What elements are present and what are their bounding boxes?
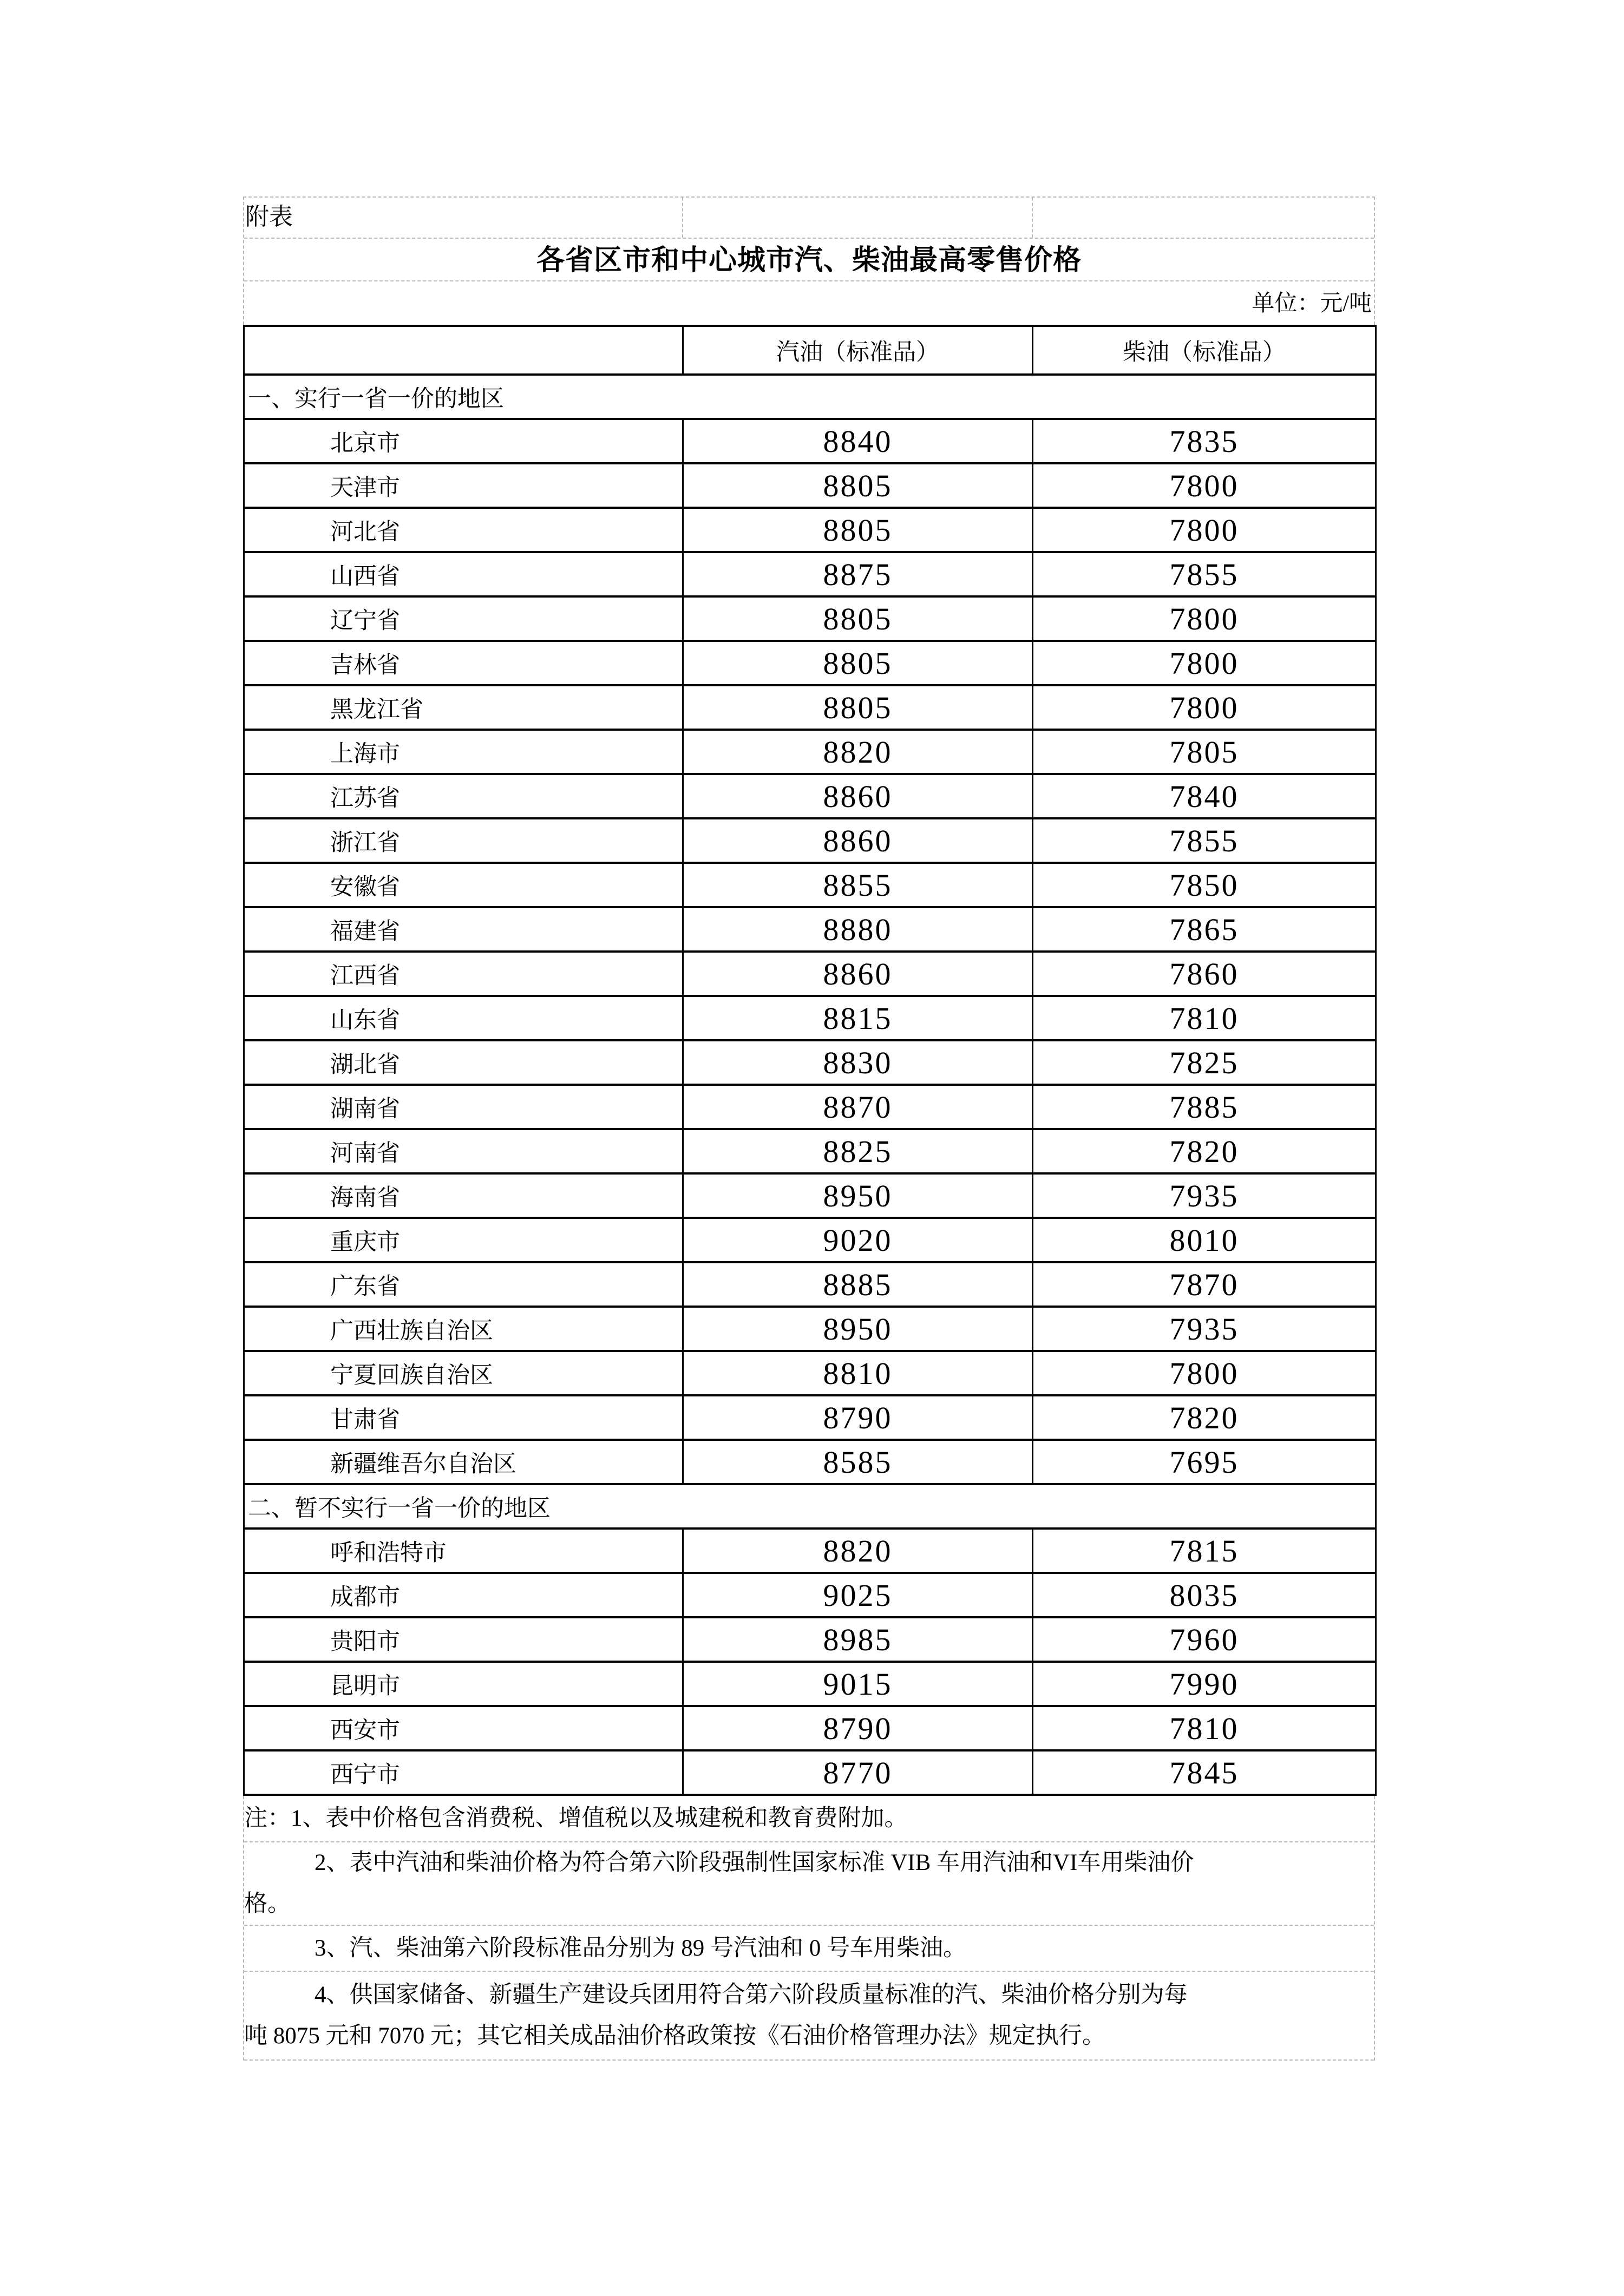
region-cell: 西宁市	[244, 1750, 683, 1795]
gasoline-price-cell: 8810	[683, 1351, 1033, 1395]
region-cell: 宁夏回族自治区	[244, 1351, 683, 1395]
gasoline-price-cell: 8805	[683, 463, 1033, 508]
gasoline-price-cell: 8790	[683, 1395, 1033, 1440]
region-cell: 浙江省	[244, 818, 683, 863]
table-row	[244, 1573, 1376, 1617]
table-row	[244, 818, 1376, 863]
diesel-price-cell: 7845	[1033, 1750, 1376, 1795]
gasoline-price-cell: 8840	[683, 419, 1033, 463]
table-row	[244, 641, 1376, 685]
gasoline-price-cell: 8855	[683, 863, 1033, 907]
gasoline-price-cell: 8820	[683, 730, 1033, 774]
table-row	[244, 863, 1376, 907]
table-row	[244, 1085, 1376, 1129]
gasoline-price-cell: 8790	[683, 1706, 1033, 1750]
table-row	[244, 1440, 1376, 1484]
gasoline-price-cell: 8880	[683, 907, 1033, 952]
region-cell: 广东省	[244, 1262, 683, 1307]
table-row	[244, 952, 1376, 996]
region-cell: 成都市	[244, 1573, 683, 1617]
region-cell: 湖北省	[244, 1040, 683, 1085]
diesel-price-cell: 7840	[1033, 774, 1376, 818]
note-row	[244, 1926, 1374, 1972]
gasoline-price-cell: 8805	[683, 508, 1033, 552]
gasoline-price-cell: 8875	[683, 552, 1033, 596]
diesel-price-cell: 7860	[1033, 952, 1376, 996]
note-line: 2、表中汽油和柴油价格为符合第六阶段强制性国家标准 VIB 车用汽油和VI车用柴油价	[315, 1850, 1194, 1875]
gasoline-price-cell: 8815	[683, 996, 1033, 1040]
table-row	[244, 996, 1376, 1040]
column-header-diesel: 柴油（标准品）	[1033, 326, 1376, 375]
region-cell: 山东省	[244, 996, 683, 1040]
table-row	[244, 419, 1376, 463]
note-row	[244, 1796, 1374, 1842]
region-cell: 海南省	[244, 1173, 683, 1218]
table-row	[244, 1262, 1376, 1307]
table-row	[244, 463, 1376, 508]
notes-section	[243, 1796, 1375, 2061]
price-table	[243, 325, 1377, 1796]
diesel-price-cell: 7835	[1033, 419, 1376, 463]
table-row	[244, 1706, 1376, 1750]
gasoline-price-cell: 8820	[683, 1529, 1033, 1573]
column-header-row	[244, 326, 1376, 375]
gasoline-price-cell: 8805	[683, 641, 1033, 685]
gasoline-price-cell: 8585	[683, 1440, 1033, 1484]
table-row	[244, 1351, 1376, 1395]
table-row	[244, 1218, 1376, 1262]
region-cell: 江苏省	[244, 774, 683, 818]
table-row	[244, 1307, 1376, 1351]
region-cell: 广西壮族自治区	[244, 1307, 683, 1351]
gasoline-price-cell: 8860	[683, 952, 1033, 996]
region-cell: 安徽省	[244, 863, 683, 907]
diesel-price-cell: 7820	[1033, 1395, 1376, 1440]
section-header-row	[244, 375, 1376, 419]
diesel-price-cell: 7960	[1033, 1617, 1376, 1662]
diesel-price-cell: 7800	[1033, 463, 1376, 508]
region-cell: 河南省	[244, 1129, 683, 1173]
diesel-price-cell: 7800	[1033, 596, 1376, 641]
region-cell: 上海市	[244, 730, 683, 774]
diesel-price-cell: 7695	[1033, 1440, 1376, 1484]
table-row	[244, 1617, 1376, 1662]
column-header-region	[244, 326, 683, 375]
region-cell: 天津市	[244, 463, 683, 508]
table-row	[244, 774, 1376, 818]
region-cell: 昆明市	[244, 1662, 683, 1706]
table-row	[244, 685, 1376, 730]
region-cell: 重庆市	[244, 1218, 683, 1262]
gasoline-price-cell: 8825	[683, 1129, 1033, 1173]
section-header: 二、暂不实行一省一价的地区	[244, 1484, 1376, 1529]
region-cell: 新疆维吾尔自治区	[244, 1440, 683, 1484]
gasoline-price-cell: 8805	[683, 685, 1033, 730]
region-cell: 西安市	[244, 1706, 683, 1750]
region-cell: 黑龙江省	[244, 685, 683, 730]
region-cell: 吉林省	[244, 641, 683, 685]
table-row	[244, 1662, 1376, 1706]
diesel-price-cell: 7935	[1033, 1307, 1376, 1351]
table-row	[244, 907, 1376, 952]
note-line: 吨 8075 元和 7070 元；其它相关成品油价格政策按《石油价格管理办法》规定执行。	[244, 2023, 1105, 2049]
empty-cell	[1033, 198, 1374, 238]
region-cell: 河北省	[244, 508, 683, 552]
column-header-gasoline: 汽油（标准品）	[683, 326, 1033, 375]
diesel-price-cell: 7855	[1033, 552, 1376, 596]
region-cell: 山西省	[244, 552, 683, 596]
diesel-price-cell: 7935	[1033, 1173, 1376, 1218]
note-line: 注：1、表中价格包含消费税、增值税以及城建税和教育费附加。	[244, 1806, 908, 1831]
diesel-price-cell: 7810	[1033, 996, 1376, 1040]
section-header-row	[244, 1484, 1376, 1529]
table-row	[244, 1040, 1376, 1085]
diesel-price-cell: 7800	[1033, 641, 1376, 685]
table-row	[244, 1750, 1376, 1795]
note-row	[244, 1972, 1374, 2061]
gasoline-price-cell: 8860	[683, 774, 1033, 818]
gasoline-price-cell: 8985	[683, 1617, 1033, 1662]
table-row	[244, 552, 1376, 596]
region-cell: 江西省	[244, 952, 683, 996]
diesel-price-cell: 7855	[1033, 818, 1376, 863]
gasoline-price-cell: 9025	[683, 1573, 1033, 1617]
note-row	[244, 1842, 1374, 1926]
diesel-price-cell: 7850	[1033, 863, 1376, 907]
region-cell: 福建省	[244, 907, 683, 952]
diesel-price-cell: 7870	[1033, 1262, 1376, 1307]
diesel-price-cell: 7810	[1033, 1706, 1376, 1750]
gasoline-price-cell: 9020	[683, 1218, 1033, 1262]
table-row	[244, 1173, 1376, 1218]
top-grid	[243, 196, 1375, 325]
diesel-price-cell: 7990	[1033, 1662, 1376, 1706]
price-table-body	[244, 375, 1376, 1795]
gasoline-price-cell: 8870	[683, 1085, 1033, 1129]
page-title: 各省区市和中心城市汽、柴油最高零售价格	[244, 239, 1374, 281]
gasoline-price-cell: 8950	[683, 1307, 1033, 1351]
gasoline-price-cell: 9015	[683, 1662, 1033, 1706]
table-row	[244, 1129, 1376, 1173]
table-row	[244, 730, 1376, 774]
region-cell: 湖南省	[244, 1085, 683, 1129]
note-line: 格。	[244, 1891, 291, 1917]
diesel-price-cell: 7885	[1033, 1085, 1376, 1129]
diesel-price-cell: 7800	[1033, 685, 1376, 730]
diesel-price-cell: 7820	[1033, 1129, 1376, 1173]
appendix-row	[244, 198, 1374, 239]
table-row	[244, 1395, 1376, 1440]
diesel-price-cell: 7825	[1033, 1040, 1376, 1085]
note-line: 3、汽、柴油第六阶段标准品分别为 89 号汽油和 0 号车用柴油。	[315, 1935, 966, 1961]
empty-cell	[683, 198, 1033, 238]
table-row	[244, 1529, 1376, 1573]
table-row	[244, 596, 1376, 641]
diesel-price-cell: 8010	[1033, 1218, 1376, 1262]
gasoline-price-cell: 8860	[683, 818, 1033, 863]
gasoline-price-cell: 8830	[683, 1040, 1033, 1085]
diesel-price-cell: 7815	[1033, 1529, 1376, 1573]
gasoline-price-cell: 8950	[683, 1173, 1033, 1218]
document-content	[243, 196, 1375, 2061]
diesel-price-cell: 7805	[1033, 730, 1376, 774]
gasoline-price-cell: 8770	[683, 1750, 1033, 1795]
note-line: 4、供国家储备、新疆生产建设兵团用符合第六阶段质量标准的汽、柴油价格分别为每	[315, 1982, 1188, 2008]
table-row	[244, 508, 1376, 552]
region-cell: 呼和浩特市	[244, 1529, 683, 1573]
gasoline-price-cell: 8885	[683, 1262, 1033, 1307]
region-cell: 贵阳市	[244, 1617, 683, 1662]
region-cell: 甘肃省	[244, 1395, 683, 1440]
diesel-price-cell: 8035	[1033, 1573, 1376, 1617]
appendix-label: 附表	[244, 198, 683, 238]
unit-label: 单位：元/吨	[1252, 291, 1372, 316]
section-header: 一、实行一省一价的地区	[244, 375, 1376, 419]
price-table-header	[244, 326, 1376, 375]
region-cell: 北京市	[244, 419, 683, 463]
diesel-price-cell: 7800	[1033, 1351, 1376, 1395]
region-cell: 辽宁省	[244, 596, 683, 641]
gasoline-price-cell: 8805	[683, 596, 1033, 641]
diesel-price-cell: 7800	[1033, 508, 1376, 552]
diesel-price-cell: 7865	[1033, 907, 1376, 952]
